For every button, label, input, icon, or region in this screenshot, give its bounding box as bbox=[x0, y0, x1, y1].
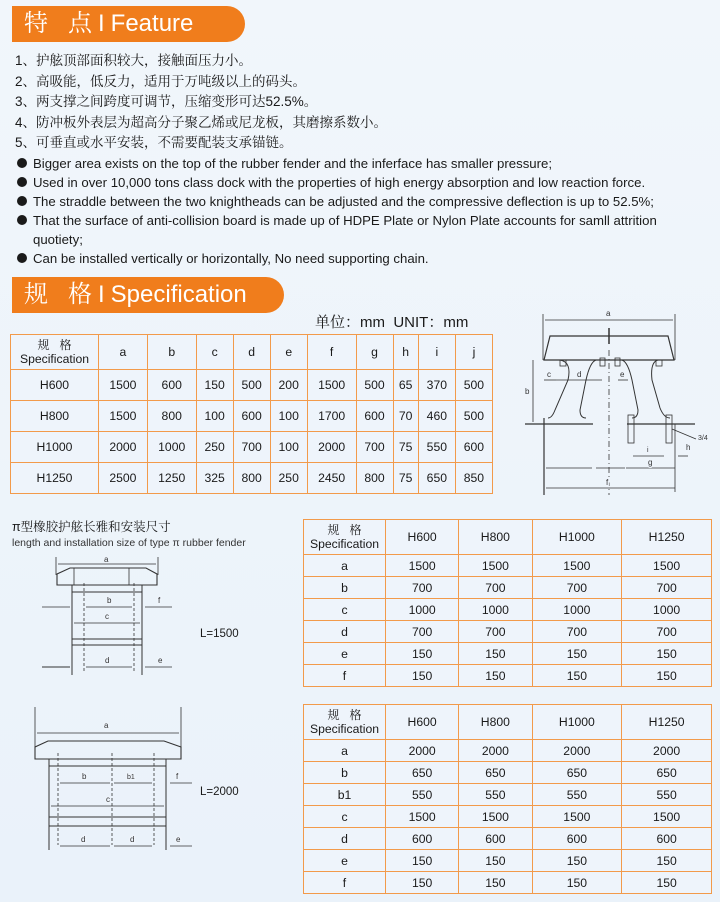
row-label: c bbox=[304, 806, 386, 828]
row-label: H1250 bbox=[11, 463, 99, 494]
label-g: g bbox=[648, 458, 653, 467]
table-cell: 500 bbox=[455, 370, 492, 401]
label-d: d bbox=[577, 370, 582, 379]
spec-header-cell bbox=[304, 520, 386, 555]
table-row bbox=[304, 577, 712, 599]
banner-cn-char: 特 bbox=[24, 10, 48, 37]
table-cell: 150 bbox=[459, 872, 532, 894]
table-cell: 1500 bbox=[459, 806, 532, 828]
table-cell: 2000 bbox=[459, 740, 532, 762]
length-install-title bbox=[12, 517, 246, 549]
table-cell: 1000 bbox=[386, 599, 459, 621]
table-cell: 800 bbox=[147, 401, 196, 432]
table-cell: 700 bbox=[459, 621, 532, 643]
label-b: b bbox=[82, 772, 87, 781]
table-cell: 100 bbox=[196, 401, 233, 432]
table-cell: 150 bbox=[532, 643, 622, 665]
table-cell: 500 bbox=[455, 401, 492, 432]
feature-cn-item: 2、高吸能，低反力，适用于万吨级以上的码头。 bbox=[15, 73, 307, 89]
table-cell: 1000 bbox=[147, 432, 196, 463]
column-header: h bbox=[393, 335, 418, 370]
feature-en-item: Bigger area exists on the top of the rubber fender and the inferface has smaller pressure; bbox=[15, 154, 720, 173]
table-cell: 150 bbox=[386, 665, 459, 687]
length-label-1500: L=1500 bbox=[200, 628, 239, 640]
feature-cn-list bbox=[15, 51, 387, 154]
spec-banner-cn bbox=[24, 277, 92, 313]
table-cell: 150 bbox=[622, 872, 712, 894]
banner-cn-char: 格 bbox=[68, 281, 92, 308]
table-row bbox=[11, 432, 493, 463]
table-cell: 70 bbox=[393, 401, 418, 432]
model-header: H1250 bbox=[622, 520, 712, 555]
label-i: i bbox=[647, 447, 649, 454]
table-cell: 325 bbox=[196, 463, 233, 494]
column-header: a bbox=[99, 335, 148, 370]
table-cell: 800 bbox=[233, 463, 270, 494]
table-cell: 550 bbox=[622, 784, 712, 806]
table-cell: 150 bbox=[532, 850, 622, 872]
table-cell: 600 bbox=[233, 401, 270, 432]
table-cell: 1250 bbox=[147, 463, 196, 494]
label-a: a bbox=[104, 555, 109, 564]
table-cell: 650 bbox=[622, 762, 712, 784]
table-cell: 700 bbox=[233, 432, 270, 463]
table-cell: 1500 bbox=[622, 555, 712, 577]
model-header: H1000 bbox=[532, 705, 622, 740]
feature-en-item: That the surface of anti-collision board is made up of HDPE Plate or Nylon Plate accounts for samll attrition quotiety; bbox=[15, 211, 705, 249]
spec-header-cell bbox=[304, 705, 386, 740]
table-cell: 600 bbox=[356, 401, 393, 432]
label-e: e bbox=[176, 835, 181, 844]
feature-cn-item: 3、两支撑之间跨度可调节，压缩变形可达52.5%。 bbox=[15, 94, 318, 109]
table-row bbox=[11, 370, 493, 401]
table-row bbox=[11, 463, 493, 494]
column-header: e bbox=[270, 335, 307, 370]
feature-en-list bbox=[15, 154, 720, 268]
table-cell: 2000 bbox=[99, 432, 148, 463]
model-header: H600 bbox=[386, 705, 459, 740]
table-cell: 550 bbox=[532, 784, 622, 806]
table-row bbox=[304, 621, 712, 643]
label-c: c bbox=[105, 612, 109, 621]
table-cell: 370 bbox=[418, 370, 455, 401]
dimension-angle bbox=[672, 429, 708, 442]
column-header: f bbox=[307, 335, 356, 370]
table-cell: 150 bbox=[532, 872, 622, 894]
fender-board bbox=[57, 568, 157, 585]
table-cell: 500 bbox=[233, 370, 270, 401]
column-header: d bbox=[233, 335, 270, 370]
column-header: b bbox=[147, 335, 196, 370]
unit-label: 单位：mm UNIT：mm bbox=[315, 314, 469, 331]
table-cell: 200 bbox=[270, 370, 307, 401]
model-header: H1250 bbox=[622, 705, 712, 740]
spec-banner-en: Specification bbox=[110, 281, 247, 308]
header-cn: 规格 bbox=[327, 522, 372, 537]
fender-board bbox=[35, 741, 181, 759]
table-cell: 550 bbox=[386, 784, 459, 806]
table-row bbox=[304, 665, 712, 687]
table-cell: 2000 bbox=[307, 432, 356, 463]
table-row bbox=[304, 643, 712, 665]
table-row bbox=[304, 762, 712, 784]
table-cell: 250 bbox=[270, 463, 307, 494]
table-cell: 700 bbox=[622, 577, 712, 599]
spec-header-cell bbox=[11, 335, 99, 370]
table-cell: 600 bbox=[386, 828, 459, 850]
row-label: H600 bbox=[11, 370, 99, 401]
table-cell: 2500 bbox=[99, 463, 148, 494]
feature-banner-en: Feature bbox=[110, 10, 194, 37]
table-cell: 150 bbox=[622, 643, 712, 665]
table-cell: 700 bbox=[356, 432, 393, 463]
table-cell: 550 bbox=[418, 432, 455, 463]
table-cell: 700 bbox=[622, 621, 712, 643]
table-row bbox=[304, 872, 712, 894]
table-cell: 75 bbox=[393, 432, 418, 463]
row-label: b bbox=[304, 577, 386, 599]
label-d: d bbox=[105, 656, 110, 665]
fender-left-leg bbox=[548, 360, 596, 418]
dimension-b bbox=[525, 360, 533, 422]
table-cell: 1500 bbox=[459, 555, 532, 577]
spec-table-l1500 bbox=[303, 519, 712, 687]
length-install-title-en: length and installation size of type π rubber fender bbox=[12, 537, 246, 549]
table-cell: 2000 bbox=[386, 740, 459, 762]
table-cell: 600 bbox=[147, 370, 196, 401]
label-f: f bbox=[176, 772, 179, 781]
row-label: e bbox=[304, 643, 386, 665]
feature-banner-cn bbox=[24, 6, 92, 42]
label-c: c bbox=[106, 795, 110, 804]
table-cell: 2450 bbox=[307, 463, 356, 494]
label-b: b bbox=[107, 596, 112, 605]
label-b: b bbox=[525, 387, 530, 396]
table-cell: 1500 bbox=[307, 370, 356, 401]
table-row bbox=[304, 555, 712, 577]
header-en: Specification bbox=[19, 351, 90, 366]
row-label: b1 bbox=[304, 784, 386, 806]
table-cell: 1500 bbox=[386, 806, 459, 828]
spec-table-l2000 bbox=[303, 704, 712, 894]
table-cell: 1000 bbox=[459, 599, 532, 621]
row-label: c bbox=[304, 599, 386, 621]
table-cell: 700 bbox=[532, 621, 622, 643]
row-label: d bbox=[304, 828, 386, 850]
label-h: h bbox=[686, 443, 691, 452]
model-header: H1000 bbox=[532, 520, 622, 555]
table-cell: 1500 bbox=[622, 806, 712, 828]
label-a: a bbox=[606, 309, 611, 318]
table-cell: 250 bbox=[196, 432, 233, 463]
column-header: j bbox=[455, 335, 492, 370]
table-cell: 550 bbox=[459, 784, 532, 806]
feature-cn-item: 5、可垂直或水平安装，不需要配装支承锚链。 bbox=[15, 135, 293, 150]
table-cell: 800 bbox=[356, 463, 393, 494]
feature-en-item: The straddle between the two knightheads can be adjusted and the compressive deflection is up to 52.5%; bbox=[15, 192, 720, 211]
table-cell: 1500 bbox=[99, 370, 148, 401]
label-e: e bbox=[158, 656, 163, 665]
banner-cn-char: 规 bbox=[24, 281, 48, 308]
specification-banner bbox=[12, 277, 284, 313]
table-cell: 600 bbox=[532, 828, 622, 850]
table-cell: 150 bbox=[386, 850, 459, 872]
label-d: d bbox=[81, 835, 86, 844]
table-cell: 150 bbox=[196, 370, 233, 401]
table-cell: 2000 bbox=[622, 740, 712, 762]
model-header: H800 bbox=[459, 705, 532, 740]
fender-l2000-diagram bbox=[30, 705, 210, 855]
table-cell: 1500 bbox=[99, 401, 148, 432]
banner-separator: I bbox=[98, 281, 105, 308]
table-cell: 75 bbox=[393, 463, 418, 494]
dimension-f bbox=[546, 424, 675, 492]
table-row bbox=[304, 806, 712, 828]
fender-right-leg bbox=[622, 360, 670, 418]
table-row bbox=[304, 784, 712, 806]
fender-l1500-diagram bbox=[30, 555, 210, 685]
row-label: a bbox=[304, 740, 386, 762]
table-cell: 150 bbox=[386, 872, 459, 894]
table-header-row bbox=[304, 705, 712, 740]
table-cell: 650 bbox=[459, 762, 532, 784]
main-spec-table bbox=[10, 334, 493, 494]
table-cell: 100 bbox=[270, 401, 307, 432]
table-cell: 1500 bbox=[386, 555, 459, 577]
table-cell: 150 bbox=[386, 643, 459, 665]
table-cell: 1700 bbox=[307, 401, 356, 432]
banner-cn-char: 点 bbox=[68, 10, 92, 37]
column-header: c bbox=[196, 335, 233, 370]
row-label: e bbox=[304, 850, 386, 872]
header-cn: 规格 bbox=[37, 337, 82, 352]
table-cell: 150 bbox=[459, 643, 532, 665]
banner-separator: I bbox=[98, 10, 105, 37]
table-cell: 150 bbox=[459, 850, 532, 872]
header-cn: 规格 bbox=[327, 707, 372, 722]
feature-en-item: Used in over 10,000 tons class dock with the properties of high energy absorption and low reaction force. bbox=[15, 173, 720, 192]
table-cell: 150 bbox=[532, 665, 622, 687]
table-cell: 600 bbox=[622, 828, 712, 850]
label-b1: b1 bbox=[127, 774, 135, 781]
table-cell: 150 bbox=[459, 665, 532, 687]
model-header: H600 bbox=[386, 520, 459, 555]
table-cell: 460 bbox=[418, 401, 455, 432]
model-header: H800 bbox=[459, 520, 532, 555]
length-label-2000: L=2000 bbox=[200, 786, 239, 798]
table-cell: 600 bbox=[459, 828, 532, 850]
feature-en-item: Can be installed vertically or horizontally, No need supporting chain. bbox=[15, 249, 720, 268]
column-header: g bbox=[356, 335, 393, 370]
table-row bbox=[304, 599, 712, 621]
label-d-second: d bbox=[130, 835, 135, 844]
table-cell: 600 bbox=[455, 432, 492, 463]
table-cell: 1500 bbox=[532, 555, 622, 577]
row-label: d bbox=[304, 621, 386, 643]
table-row bbox=[11, 401, 493, 432]
header-en: Specification bbox=[309, 536, 380, 551]
table-cell: 1000 bbox=[532, 599, 622, 621]
table-cell: 700 bbox=[386, 621, 459, 643]
table-cell: 150 bbox=[622, 850, 712, 872]
table-row bbox=[304, 740, 712, 762]
table-cell: 650 bbox=[386, 762, 459, 784]
row-label: a bbox=[304, 555, 386, 577]
row-label: H1000 bbox=[11, 432, 99, 463]
table-header-row bbox=[304, 520, 712, 555]
table-row bbox=[304, 850, 712, 872]
length-install-title-cn: π型橡胶护舷长雅和安装尺寸 bbox=[12, 520, 171, 534]
table-cell: 650 bbox=[418, 463, 455, 494]
feature-banner bbox=[12, 6, 245, 42]
row-label: f bbox=[304, 665, 386, 687]
feature-cn-item: 1、护舷顶部面积较大，接触面压力小。 bbox=[15, 53, 253, 68]
row-label: f bbox=[304, 872, 386, 894]
table-cell: 700 bbox=[532, 577, 622, 599]
row-label: b bbox=[304, 762, 386, 784]
feature-cn-item: 4、防冲板外表层为超高分子聚乙烯或尼龙板，其磨擦系数小。 bbox=[15, 114, 388, 130]
table-row bbox=[304, 828, 712, 850]
column-header: i bbox=[418, 335, 455, 370]
table-cell: 650 bbox=[532, 762, 622, 784]
label-c: c bbox=[547, 370, 551, 379]
label-f: f bbox=[606, 478, 609, 487]
table-cell: 150 bbox=[622, 665, 712, 687]
header-en: Specification bbox=[309, 721, 380, 736]
table-cell: 1000 bbox=[622, 599, 712, 621]
table-cell: 700 bbox=[386, 577, 459, 599]
label-angle: 3/4 bbox=[698, 435, 708, 442]
label-f: f bbox=[158, 596, 161, 605]
table-cell: 500 bbox=[356, 370, 393, 401]
label-e: e bbox=[620, 370, 625, 379]
table-cell: 850 bbox=[455, 463, 492, 494]
table-cell: 700 bbox=[459, 577, 532, 599]
label-a: a bbox=[104, 721, 109, 730]
table-cell: 100 bbox=[270, 432, 307, 463]
table-cell: 2000 bbox=[532, 740, 622, 762]
fender-cross-section-diagram bbox=[500, 300, 720, 500]
dimension-h-i-g bbox=[546, 443, 690, 468]
table-header-row bbox=[11, 335, 493, 370]
table-cell: 1500 bbox=[532, 806, 622, 828]
table-cell: 65 bbox=[393, 370, 418, 401]
row-label: H800 bbox=[11, 401, 99, 432]
